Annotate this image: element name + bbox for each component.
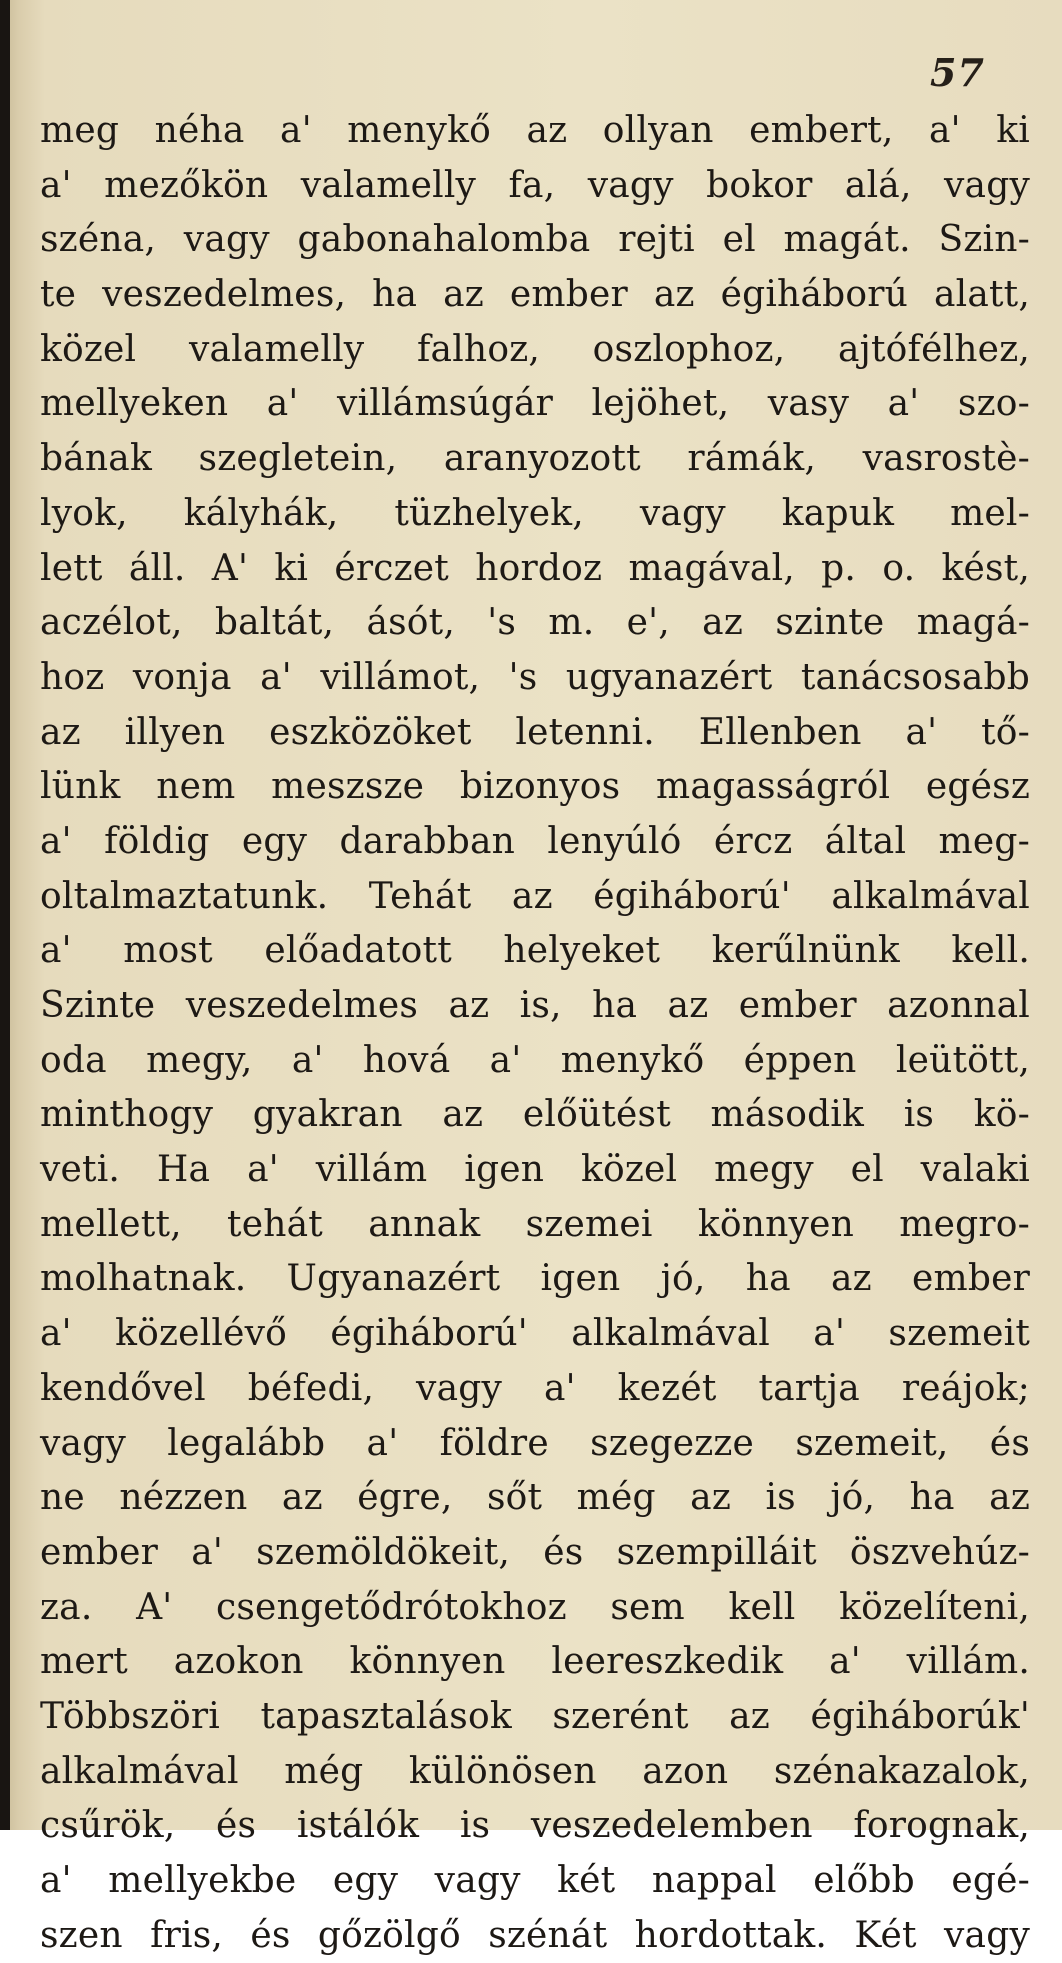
text-line: oda megy, a' hová a' menykő éppen leütött, (40, 1039, 1030, 1081)
text-line: ne nézzen az égre, sőt még az is jó, ha az (40, 1477, 1030, 1519)
text-line: lyok, kályhák, tüzhelyek, vagy kapuk mel- (40, 492, 1030, 534)
text-line: az illyen eszközöket letenni. Ellenben a' tő- (40, 711, 1030, 753)
text-line: meg néha a' menykő az ollyan embert, a' ki (40, 110, 1030, 151)
text-line: csűrök, és istálók is veszedelemben forognak, (40, 1805, 1030, 1847)
text-line: kendővel béfedi, vagy a' kezét tartja reájok; (40, 1367, 1030, 1409)
text-line: za. A' csengetődrótokhoz sem kell közelíteni, (40, 1586, 1030, 1628)
text-line: veti. Ha a' villám igen közel megy el valaki (40, 1149, 1030, 1191)
text-line: széna, vagy gabonahalomba rejti el magát. Szin- (40, 219, 1030, 261)
text-line: a' földig egy darabban lenyúló ércz által meg- (40, 820, 1030, 862)
text-line: mellett, tehát annak szemei könnyen megro- (40, 1203, 1030, 1245)
text-line: szen fris, és gőzölgő szénát hordottak. Két vagy (40, 1914, 1030, 1956)
text-line: lett áll. A' ki érczet hordoz magával, p. o. kést, (40, 547, 1030, 589)
text-line: mellyeken a' villámsúgár lejöhet, vasy a' szo- (40, 383, 1030, 425)
text-line: alkalmával még különösen azon szénakazalok, (40, 1750, 1030, 1792)
page-number: 57 (930, 50, 985, 95)
text-line: hoz vonja a' villámot, 's ugyanazért tanácsosabb (40, 656, 1030, 698)
text-line: lünk nem meszsze bizonyos magasságról egész (40, 766, 1030, 808)
text-line: mert azokon könnyen leereszkedik a' villám. (40, 1641, 1030, 1683)
text-line: oltalmaztatunk. Tehát az égiháború' alkalmával (40, 875, 1030, 917)
text-line: közel valamelly falhoz, oszlophoz, ajtófélhez, (40, 328, 1030, 370)
text-line: vagy legalább a' földre szegezze szemeit, és (40, 1422, 1030, 1464)
text-line: minthogy gyakran az előütést második is kö- (40, 1094, 1030, 1136)
body-text (40, 104, 1030, 1963)
text-line: a' közellévő égiháború' alkalmával a' szemeit (40, 1313, 1030, 1355)
text-line: a' most előadatott helyeket kerűlnünk kell. (40, 930, 1030, 972)
text-line: bának szegletein, aranyozott rámák, vasrostè- (40, 438, 1030, 480)
text-line: te veszedelmes, ha az ember az égiháború alatt, (40, 274, 1030, 316)
text-line: molhatnak. Ugyanazért igen jó, ha az ember (40, 1258, 1030, 1300)
text-line: Többszöri tapasztalások szerént az égiháborúk' (40, 1695, 1030, 1737)
text-line: a' mezőkön valamelly fa, vagy bokor alá, vagy (40, 164, 1030, 206)
text-line: Szinte veszedelmes az is, ha az ember azonnal (40, 985, 1030, 1026)
text-line: ember a' szemöldökeit, és szempilláit öszvehúz- (40, 1531, 1030, 1573)
text-line: a' mellyekbe egy vagy két nappal előbb egé- (40, 1860, 1030, 1901)
text-line: aczélot, baltát, ásót, 's m. e', az szinte magá- (40, 602, 1030, 644)
